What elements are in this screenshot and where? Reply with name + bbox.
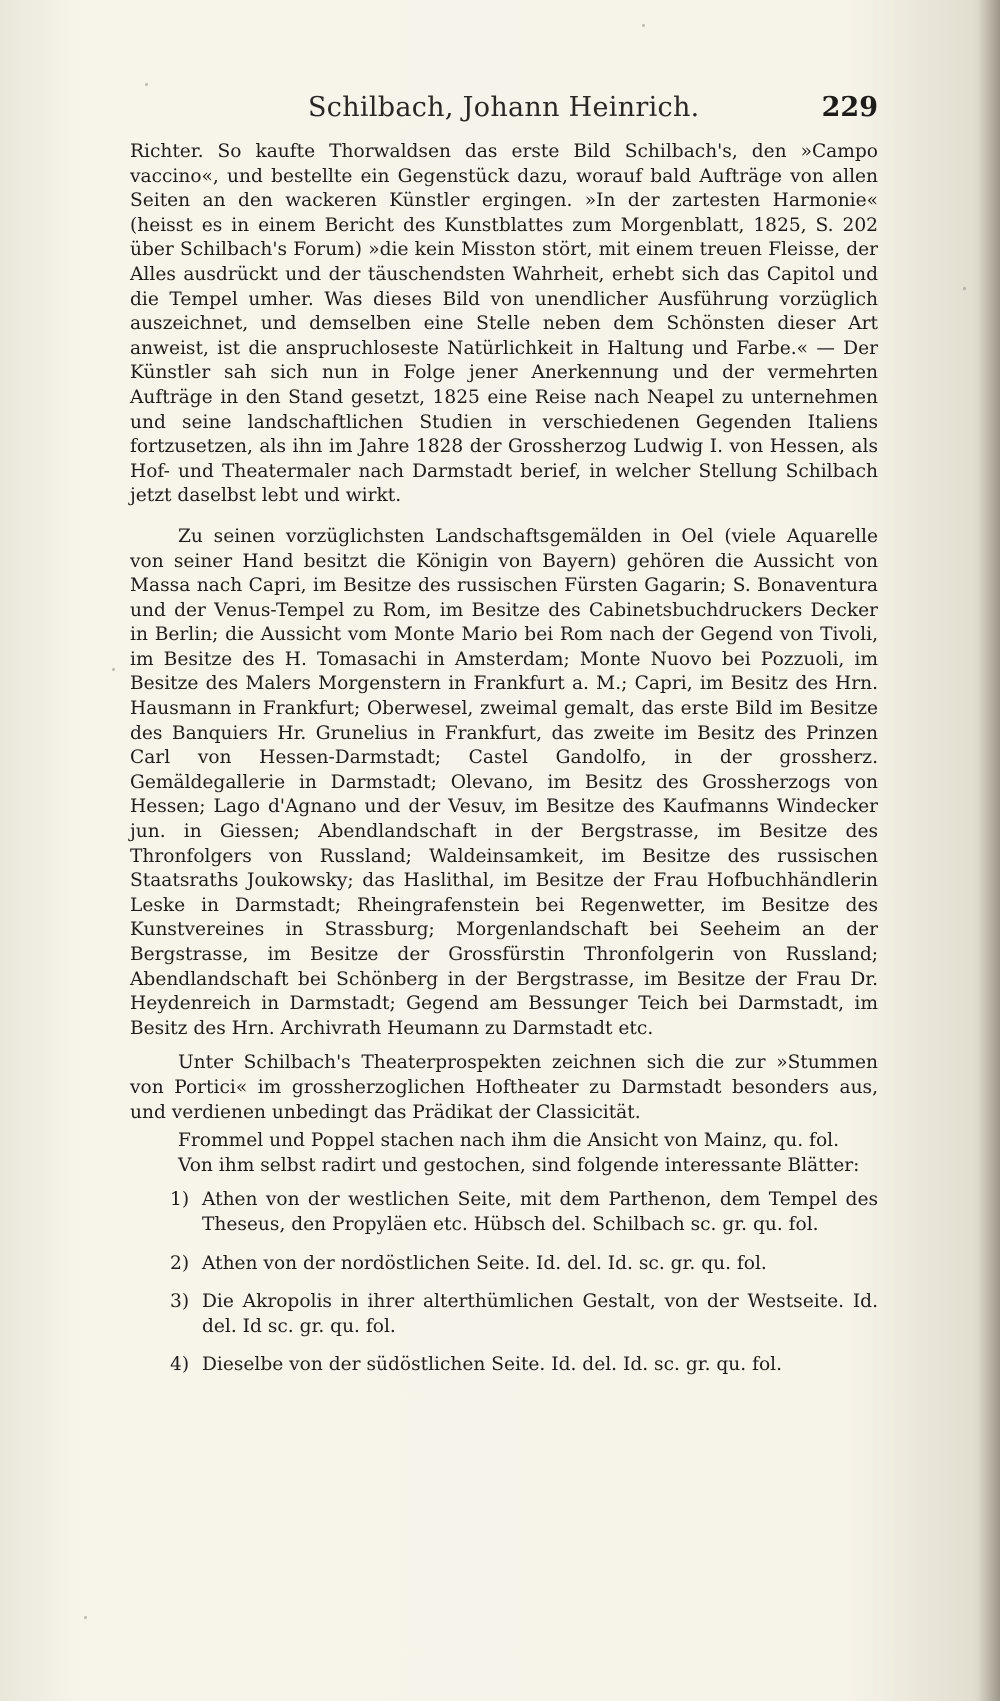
list-number: 3) <box>170 1291 190 1313</box>
list-text: Die Akropolis in ihrer alterthümlichen Gestalt, von der Westseite. Id. del. Id sc. gr. qu. fol. <box>202 1291 878 1337</box>
list-number: 4) <box>170 1354 190 1376</box>
paragraph: Richter. So kaufte Thorwaldsen das erste Bild Schilbach's, den »Campo vaccino«, und bestellte ein Gegenstück dazu, worauf bald Aufträge von allen Seiten an den wackeren Künstler ergingen. »In der zartesten Harmonie« (heisst es in einem Bericht des Kunstblattes zum Morgenblatt, 1825, S. 202 über Schilbach's Forum) »die kein Misston stört, mit einem treuen Fleisse, der Alles ausdrückt und der täuschendsten Wahrheit, erhebt sich das Capitol und die Tempel umher. Was dieses Bild von unendlicher Ausführung vorzüglich auszeichnet, und demselben eine Stelle neben dem Schönsten dieser Art anweist, ist die anspruchloseste Natürlichkeit in Haltung und Farbe.« — Der Künstler sah sich nun in Folge jener Anerkennung und der vermehrten Aufträge in den Stand gesetzt, 1825 eine Reise nach Neapel zu unternehmen und seine landschaftlichen Studien in verschiedenen Gegenden Italiens fortzusetzen, als ihn im Jahre 1828 der Grossherzog Ludwig I. von Hessen, als Hof- und Theatermaler nach Darmstadt berief, in welcher Stellung Schilbach jetzt daselbst lebt und wirkt. <box>130 141 878 507</box>
paper-speck <box>112 668 115 671</box>
paragraph: Frommel und Poppel stachen nach ihm die Ansicht von Mainz, qu. fol. <box>178 1130 839 1152</box>
list-number: 1) <box>170 1189 190 1211</box>
paragraph: Von ihm selbst radirt und gestochen, sind folgende interessante Blätter: <box>178 1154 860 1176</box>
paragraph: Unter Schilbach's Theaterprospekten zeichnen sich die zur »Stummen von Portici« im grossherzoglichen Hoftheater zu Darmstadt besonders aus, und verdienen unbedingt das Prädikat der Classicität. <box>130 1052 878 1123</box>
list-text: Athen von der westlichen Seite, mit dem Parthenon, dem Tempel des Theseus, den Propyläen etc. Hübsch del. Schilbach sc. gr. qu. fol. <box>202 1189 878 1235</box>
paragraph: Zu seinen vorzüglichsten Landschaftsgemälden in Oel (viele Aquarelle von seiner Hand besitzt die Königin von Bayern) gehören die Aussicht von Massa nach Capri, im Besitze des russischen Fürsten Gagarin; S. Bonaventura und der Venus-Tempel zu Rom, im Besitze des Cabinetsbuchdruckers Decker in Berlin; die Aussicht vom Monte Mario bei Rom nach der Gegend von Tivoli, im Besitze des H. Tomasachi in Amsterdam; Monte Nuovo bei Pozzuoli, im Besitze des Malers Morgenstern in Frankfurt a. M.; Capri, im Besitz des Hrn. Hausmann in Frankfurt; Oberwesel, zweimal gemalt, das erste Bild im Besitze des Banquiers Hr. Grunelius in Frankfurt, das zweite im Besitz des Prinzen Carl von Hessen-Darmstadt; Castel Gandolfo, in der grossherz. Gemäldegallerie in Darmstadt; Olevano, im Besitz des Grossherzogs von Hessen; Lago d'Agnano und der Vesuv, im Besitze des Kaufmanns Windecker jun. in Giessen; Abendlandschaft in der Bergstrasse, im Besitze des Thronfolgers von Russland; Waldeinsamkeit, im Besitze des russischen Staatsraths Joukowsky; das Haslithal, im Besitze der Frau Hofbuchhändlerin Leske in Darmstadt; Rheingrafenstein bei Regenwetter, im Besitze des Kunstvereines in Strassburg; Morgenlandschaft bei Seeheim an der Bergstrasse, im Besitze der Grossfürstin Thronfolgerin von Russland; Abendlandschaft bei Schönberg in der Bergstrasse, im Besitze der Frau Dr. Heydenreich in Darmstadt; Gegend am Bessunger Teich bei Darmstadt, im Besitz des Hrn. Archivrath Heumann zu Darmstadt etc. <box>130 525 878 1039</box>
page-edge-shadow <box>978 0 1000 1701</box>
paper-speck <box>642 24 645 27</box>
page-header <box>130 92 878 132</box>
etchings-list <box>130 1188 878 1378</box>
paper-speck <box>145 83 148 86</box>
paper-speck <box>963 287 966 290</box>
list-text: Dieselbe von der südöstlichen Seite. Id. del. Id. sc. gr. qu. fol. <box>202 1354 783 1376</box>
list-item <box>130 1290 878 1339</box>
list-item <box>130 1188 878 1237</box>
page-number: 229 <box>821 92 878 123</box>
list-item <box>130 1252 878 1277</box>
paper-speck <box>84 1616 87 1619</box>
list-text: Athen von der nordöstlichen Seite. Id. del. Id. sc. gr. qu. fol. <box>202 1252 767 1274</box>
body-text <box>130 140 878 1392</box>
running-title: Schilbach, Johann Heinrich. <box>308 92 700 123</box>
list-number: 2) <box>170 1252 190 1274</box>
list-item <box>130 1353 878 1378</box>
